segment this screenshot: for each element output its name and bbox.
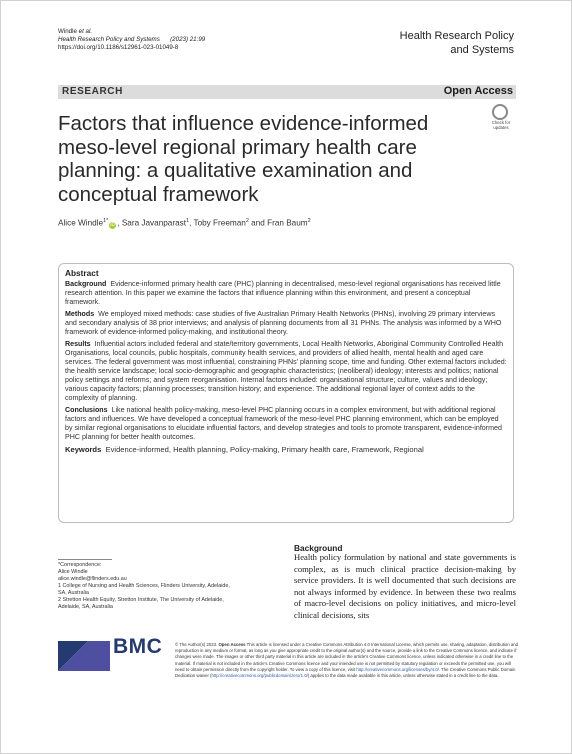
author-affiliation: 2 [307, 218, 311, 224]
journal-name-line1: Health Research Policy [399, 30, 514, 42]
license-text [175, 642, 518, 679]
affiliation-1-location: SA, Australia [58, 590, 89, 596]
author-affiliation: 1* [103, 218, 109, 224]
author-name[interactable]: Alice Windle [58, 218, 104, 228]
license-body-middle: . The Creative Commons Public Domain Dedication waiver ( [175, 666, 516, 679]
journal-short: Health Research Policy and Systems [58, 36, 160, 44]
bmc-logo-icon [58, 641, 110, 671]
author-separator: , [189, 218, 194, 228]
citation-header [58, 28, 205, 53]
abstract-conclusions-label: Conclusions [65, 406, 108, 414]
author-affiliation: 2 [245, 218, 249, 224]
doi-link[interactable]: https://doi.org/10.1186/s12961-023-01049-8 [58, 44, 179, 52]
abstract-background [65, 280, 507, 307]
correspondence-name: Alice Windle [58, 569, 88, 575]
check-for-updates-badge[interactable] [486, 103, 516, 133]
cc-license-link[interactable]: http://creativecommons.org/licenses/by/4.0/ [356, 666, 439, 672]
abstract-results-label: Results [65, 340, 91, 348]
affiliation-2-location: Adelaide, SA, Australia [58, 604, 113, 610]
author-separator: , [117, 218, 122, 228]
abstract-methods-label: Methods [65, 310, 95, 318]
abstract-heading: Abstract [65, 268, 99, 278]
abstract-background-text: Evidence-informed primary health care (PHC) planning in decentralised, meso-level regional organisations has received little research attention. In this paper we examine the factors that influence planning within this environment, and present a conceptual framework. [65, 280, 501, 306]
author-affiliation: 1 [186, 218, 190, 224]
section-label: RESEARCH [62, 86, 123, 97]
journal-name [400, 30, 514, 57]
abstract-methods [65, 310, 507, 337]
abstract-conclusions [65, 406, 507, 442]
abstract-keywords-label: Keywords [65, 445, 102, 454]
cc-zero-link[interactable]: http://creativecommons.org/publicdomain/zero/1.0/ [211, 673, 308, 679]
check-updates-line2: updates [493, 125, 509, 130]
abstract-keywords [65, 445, 507, 454]
background-paragraph: Health policy formulation by national and state governments is complex, as is much clinical practice decision-making by service providers. It is well documented that such decisions are not always informed by evidence. In between these two realms of macro-level decisions on policy initiatives, and micro-level clinical decisions, sits [294, 552, 516, 620]
article-title: Factors that influence evidence-informed meso-level regional primary health care planning: a qualitative examination and conceptual framework [58, 112, 429, 206]
correspondence-block [58, 559, 273, 611]
affiliation-2: 2 Stretton Health Equity, Stretton Institute, The University of Adelaide, [58, 597, 224, 603]
abstract-results [65, 340, 507, 403]
abstract-box [58, 263, 514, 523]
license-copyright: © The Author(s) 2023. [175, 642, 218, 647]
license-body: This article is licensed under a Creative Commons Attribution 4.0 International License, which permits use, sharing, adaptation, distribution and reproduction in any medium or format, as long as you give appropriate credit to the original author(s) and the source, provide a link to the Creative Commons licence, and indicate if changes were made. The images or other third party material in this article are included in the article's Creative Commons licence, unless indicated otherwise in a credit line to the material. If material is not included in the article's Creative Commons licence and your intended use is not permitted by statutory regulation or exceeds the permitted use, you will need to obtain permission directly from the copyright holder. To view a copy of this licence, visit [175, 642, 518, 672]
license-body-end: ) applies to the data made available in this article, unless otherwise stated in a credit line to the data. [307, 673, 499, 679]
correspondence-label: *Correspondence: [58, 562, 102, 568]
background-heading: Background [294, 543, 343, 553]
author-separator: and [248, 218, 268, 228]
section-banner [58, 85, 516, 99]
abstract-methods-text: We employed mixed methods: case studies of five Australian Primary Health Networks (PHNs), involving 29 primary interviews and secondary analysis of 38 prior interviews; and analysis of planning documents from all 31 PHNs. The analysis was informed by a WHO framework of evidence-informed policy-making, and institutional theory. [65, 310, 502, 336]
affiliation-1: 1 College of Nursing and Health Sciences, Flinders University, Adelaide, [58, 583, 230, 589]
year-volume: (2023) 21:99 [170, 36, 206, 44]
author-name[interactable]: Toby Freeman [193, 218, 246, 228]
abstract-results-text: Influential actors included federal and state/territory governments, Local Health Networks, Aboriginal Community Controlled Health Organisations, local councils, public hospitals, community health services, and providers of allied health, mental health and aged care services. The federal government was most influential, constraining PHNs' planning scope, time and funding. Other external factors included: the health service landscape; local socio-demographic and geographic characteristics; (neoliberal) ideology; interests and politics; national policy settings and reforms; and system reorganisation. Internal factors included: organisational structure; culture, values and ideology; various capacity factors; planning processes; transition history; and experience. The additional regional layer of context adds to the complexity of planning. [65, 340, 507, 402]
et-al: et al. [78, 28, 93, 35]
abstract-background-label: Background [65, 280, 107, 288]
abstract-conclusions-text: Like national health policy-making, meso-level PHC planning occurs in a complex environment, but with additional regional factors and influences. We have developed a conceptual framework of the meso-level PHC planning environment, which can be employed by similar regional organisations to elucidate influential factors, and develop strategies and tools to promote transparent, evidence-informed PHC planning for better health outcomes. [65, 406, 502, 441]
orcid-icon[interactable]: iD [110, 221, 116, 228]
publisher-logo-text: BMC [113, 635, 163, 658]
author-short: Windle [58, 28, 77, 35]
license-open-access: Open Access [218, 642, 246, 647]
correspondence-email-link[interactable]: alice.windle@flinders.edu.au [58, 576, 127, 582]
journal-name-line2: and Systems [450, 43, 514, 56]
footnote-rule [58, 559, 112, 560]
open-access-label: Open Access [443, 85, 513, 97]
author-list [58, 218, 311, 229]
abstract-keywords-text: Evidence-informed, Health planning, Policy-making, Primary health care, Framework, Regional [105, 445, 424, 454]
check-updates-icon [492, 104, 508, 120]
author-name[interactable]: Sara Javanparast [121, 218, 187, 228]
author-name[interactable]: Fran Baum [267, 218, 308, 228]
check-updates-line1: Check for [491, 120, 511, 125]
